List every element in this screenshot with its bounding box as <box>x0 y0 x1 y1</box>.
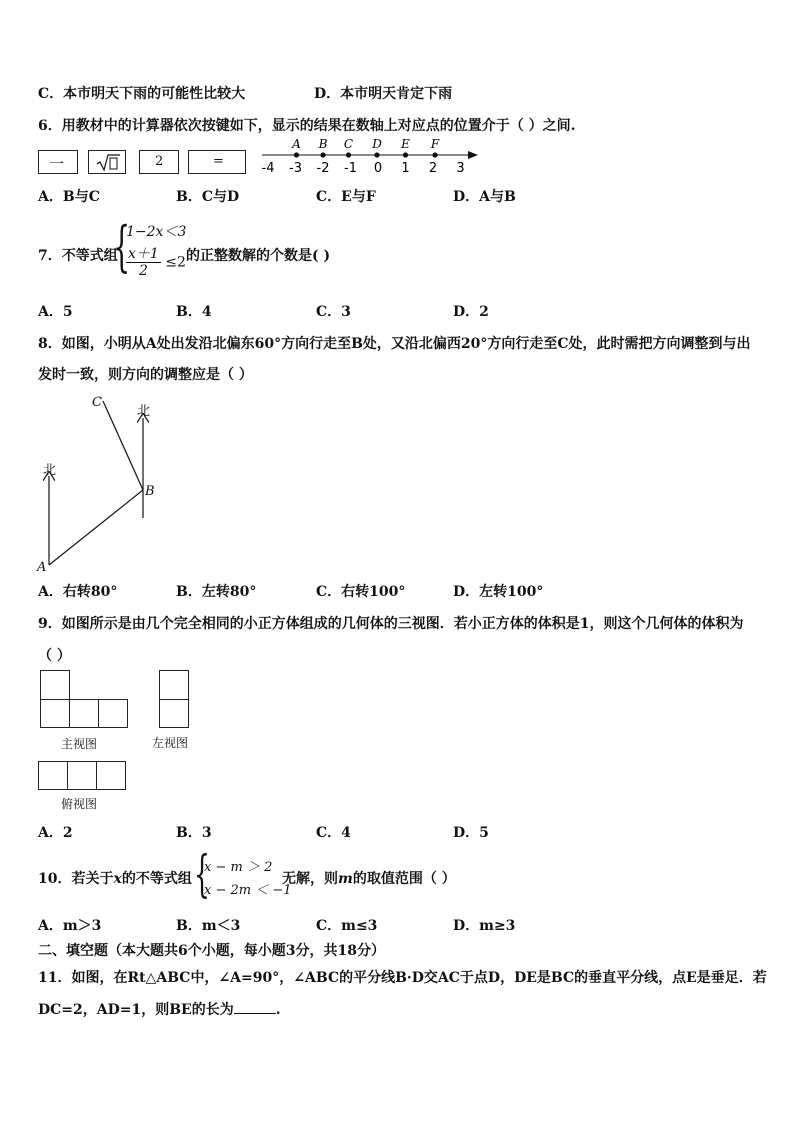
q9-line2: （ ） <box>38 648 71 664</box>
q10-brace: { <box>194 845 210 903</box>
front-view-caption: 主视图 <box>61 737 98 751</box>
q10-option-b: B．m＜3 <box>176 918 241 934</box>
point-label: C <box>343 137 354 151</box>
left-view-cell <box>159 699 189 728</box>
q7-tail: 的正整数解的个数是( ) <box>186 248 331 264</box>
front-view-cell <box>40 670 70 700</box>
left-view-caption: 左视图 <box>152 736 189 750</box>
tick-label: -1 <box>344 161 357 176</box>
top-view-cell <box>96 761 126 790</box>
tick-label: 3 <box>456 161 465 176</box>
q8-option-d: D．左转100° <box>453 584 544 600</box>
point-label-c: C <box>92 395 102 410</box>
q9-option-b: B．3 <box>176 825 212 841</box>
point-label: F <box>430 137 440 151</box>
q10-ineq2: x − 2m ＜ −1 <box>204 883 292 898</box>
key-equals: = <box>188 150 246 174</box>
front-view-cell <box>69 699 99 728</box>
q11-line1: 11．如图，在Rt△ABC中，∠A=90°，∠ABC的平分线B·D交AC于点D，DE是BC的垂直平分线，点E是垂足．若 <box>38 970 767 986</box>
q10-var-x: x <box>113 871 122 887</box>
q7-option-d: D．2 <box>453 304 489 320</box>
number-line-point <box>374 152 379 157</box>
number-line-arrow-icon <box>468 151 478 159</box>
tick-label: -4 <box>261 161 275 176</box>
point-label: E <box>401 137 410 151</box>
number-line-ticks <box>262 161 465 176</box>
q7-ineq1: 1−2x＜3 <box>126 224 187 240</box>
top-view-cell <box>38 761 68 790</box>
q10-option-d: D．m≥3 <box>453 918 516 934</box>
q11-answer-blank <box>234 1001 276 1014</box>
q5-option-c: C．本市明天下雨的可能性比较大 <box>38 86 246 102</box>
q9-option-d: D．5 <box>453 825 489 841</box>
point-label: D <box>372 137 382 151</box>
q10-var-m: m <box>338 871 353 887</box>
q8-option-a: A．右转80° <box>38 584 118 600</box>
q9-line1: 9．如图所示是由几个完全相同的小正方体组成的几何体的三视图．若小正方体的体积是1，则这个几何体的体积为 <box>38 616 744 632</box>
q8-option-c: C．右转100° <box>316 584 406 600</box>
top-view-caption: 俯视图 <box>61 797 98 811</box>
q6-option-c: C．E与F <box>316 189 376 205</box>
point-label-b: B <box>145 484 155 499</box>
north-label-a: 北 <box>43 463 57 478</box>
q5-option-d: D．本市明天肯定下雨 <box>314 86 453 102</box>
q10-option-a: A．m＞3 <box>38 918 102 934</box>
q6-option-d: D．A与B <box>453 189 516 205</box>
q7-lead: 7．不等式组 <box>38 248 118 264</box>
q7-fraction: $\frac{x+1}{2}$ <box>128 246 159 279</box>
q6-option-a: A．B与C <box>38 189 100 205</box>
q7-option-c: C．3 <box>316 304 351 320</box>
tick-label: -2 <box>316 161 330 176</box>
q8-figure <box>34 388 214 578</box>
tick-label: 1 <box>401 161 410 176</box>
key-minus: 一 <box>38 150 78 174</box>
q9-option-c: C．4 <box>316 825 351 841</box>
q7-brace: { <box>113 215 131 278</box>
number-line-point <box>403 152 408 157</box>
q10-option-c: C．m≤3 <box>316 918 378 934</box>
tick-label: -3 <box>289 161 302 176</box>
point-label: B <box>318 137 328 151</box>
q6-stem: 6．用教材中的计算器依次按键如下，显示的结果在数轴上对应点的位置介于（ ）之间. <box>38 118 576 134</box>
q10-tail: 无解，则m的取值范围（ ） <box>282 871 456 887</box>
number-line-point <box>346 152 351 157</box>
q8-line2: 发时一致，则方向的调整应是（ ） <box>38 367 253 383</box>
top-view-cell <box>67 761 97 790</box>
number-line <box>256 134 486 182</box>
q7-ineq2: $\frac{x+1}{2}$ ≤2 <box>128 246 186 279</box>
q8-line1: 8．如图，小明从A处出发沿北偏东60°方向行走至B处，又沿北偏西20°方向行走至C处，此时需把方向调整到与出 <box>38 336 751 352</box>
tick-label: 0 <box>373 161 383 176</box>
q7-option-b: B．4 <box>176 304 212 320</box>
tick-label: 2 <box>428 161 438 176</box>
q11-line2: DC=2，AD=1，则BE的长为 . <box>38 1002 281 1018</box>
key-2: 2 <box>139 150 179 174</box>
q10-lead: 10．若关于x的不等式组 <box>38 871 192 887</box>
north-label-b: 北 <box>137 404 151 419</box>
point-label: A <box>292 137 301 151</box>
left-view-cell <box>159 670 189 700</box>
point-label-a: A <box>37 560 47 575</box>
q10-ineq1: x − m ＞ 2 <box>204 860 273 875</box>
key-sqrt <box>88 150 126 174</box>
q6-option-b: B．C与D <box>176 189 240 205</box>
number-line-point <box>294 152 299 157</box>
number-line-point <box>432 152 437 157</box>
segment-ab <box>49 490 143 565</box>
sqrt-icon <box>89 151 125 173</box>
number-line-point <box>320 152 325 157</box>
q9-option-a: A．2 <box>38 825 73 841</box>
q8-option-b: B．左转80° <box>176 584 257 600</box>
q7-option-a: A．5 <box>38 304 73 320</box>
front-view-cell <box>40 699 70 728</box>
front-view-cell <box>98 699 128 728</box>
section-2-title: 二、填空题（本大题共6个小题，每小题3分，共18分） <box>38 943 385 959</box>
